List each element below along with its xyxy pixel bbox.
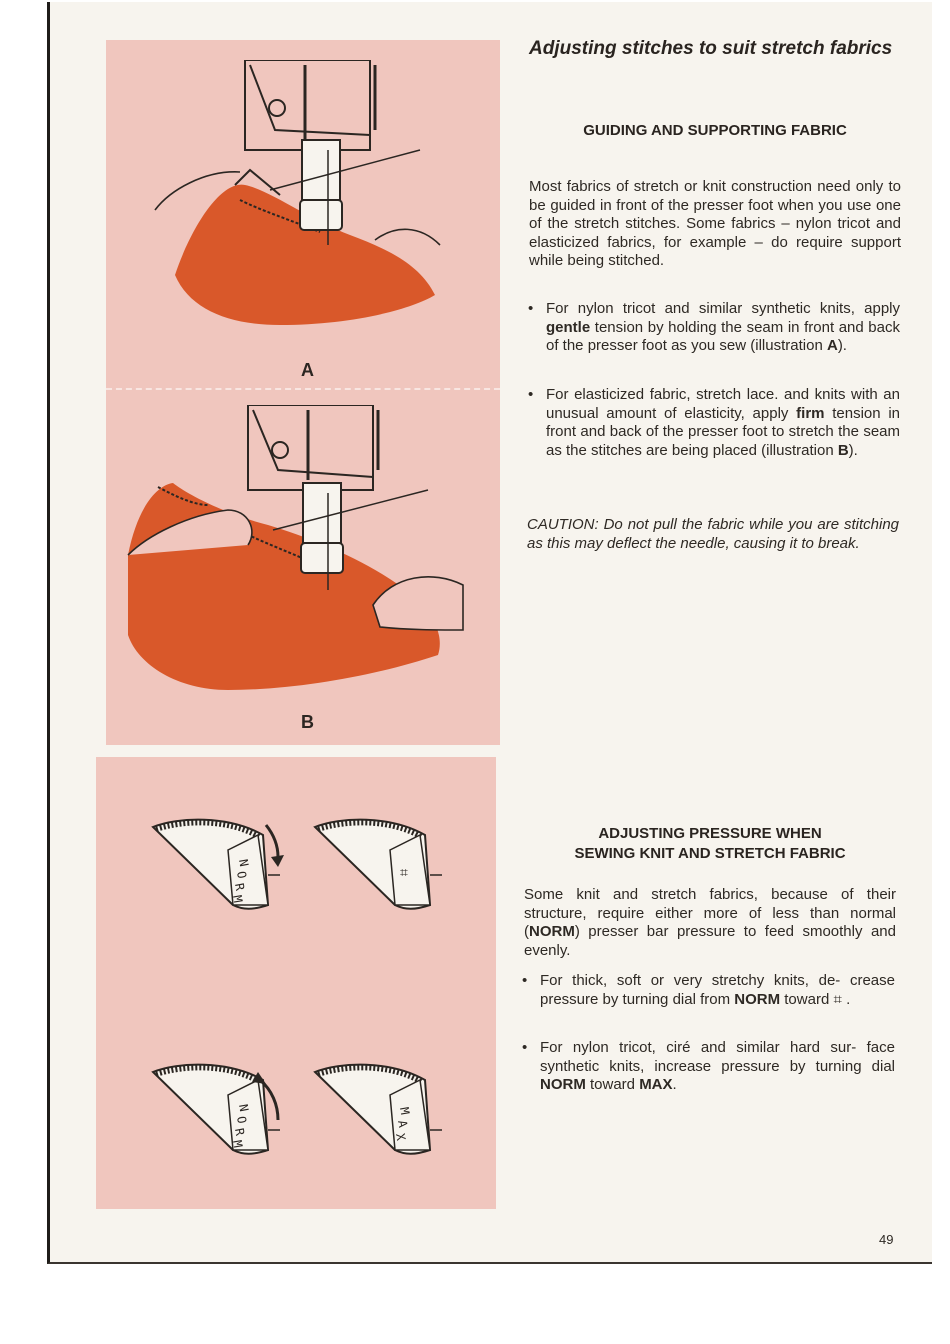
- dial-max-setting: [310, 1060, 450, 1170]
- page-number: 49: [879, 1232, 894, 1247]
- bullet-dot: •: [528, 386, 534, 403]
- dial-norm2-letter-o: O: [234, 1115, 250, 1125]
- dial-norm2-letter-r: R: [232, 1127, 248, 1137]
- bullet-firm-tension: • For elasticized fabric, stretch lace. and knits with an unusual amount of elasticity, apply firm tension in front and back of the presser foot to stretch the seam as the stitches are being placed (illustration B).: [528, 386, 900, 459]
- page-title: Adjusting stitches to suit stretch fabrics: [529, 38, 893, 59]
- dial-norm2-letter-m: M: [230, 1139, 246, 1149]
- guiding-intro: Most fabrics of stretch or knit construction need only to be guided in front of the presser foot when you use one of the stretch stitches. Some fabrics – nylon tricot and elasticized fabrics, for example – do require support while being stitched.: [529, 178, 901, 270]
- illustration-b-firm-tension: [118, 405, 478, 705]
- dial-symbol-glyph: ⌗: [400, 865, 408, 881]
- dial-norm2-letter-n: N: [236, 1103, 252, 1113]
- section-heading-pressure: ADJUSTING PRESSURE WHEN SEWING KNIT AND STRETCH FABRIC: [574, 825, 846, 862]
- illustration-divider: [106, 388, 500, 390]
- bullet-gentle-tension: • For nylon tricot and similar synthetic knits, apply gentle tension by holding the seam in front and back of the presser foot as you sew (illustration A).: [528, 300, 900, 355]
- dial-norm-letter-m: M: [230, 894, 246, 904]
- dial-symbol-setting: [310, 815, 450, 925]
- pressure-symbol-icon: ⌗: [833, 990, 842, 1008]
- dial-norm-increase: [148, 1060, 288, 1170]
- illustration-b-label: B: [301, 712, 314, 732]
- bullet-increase-pressure: • For nylon tricot, ciré and similar hard sur- face synthetic knits, increase pressure by turning dial NORM toward MAX.: [522, 1039, 895, 1094]
- caution-note: CAUTION: Do not pull the fabric while you are stitching as this may deflect the needle, causing it to break.: [527, 516, 899, 552]
- dial-max-letter-a: A: [395, 1119, 411, 1129]
- dial-norm-letter-r: R: [232, 882, 248, 892]
- dial-max-letter-x: X: [393, 1132, 409, 1142]
- dial-norm-letter-n: N: [236, 858, 252, 868]
- dial-norm-letter-o: O: [234, 870, 250, 880]
- bullet-decrease-pressure: • For thick, soft or very stretchy knits, de- crease pressure by turning dial from NORM toward ⌗ .: [522, 972, 895, 1008]
- section-heading-guiding: GUIDING AND SUPPORTING FABRIC: [583, 122, 847, 139]
- dial-max-letter-m: M: [397, 1106, 413, 1116]
- pressure-intro: Some knit and stretch fabrics, because of their structure, require either more of less than normal (NORM) presser bar pressure to feed smoothly and evenly.: [524, 886, 896, 959]
- bullet-dot: •: [522, 1039, 528, 1056]
- illustration-a-label: A: [301, 360, 314, 380]
- bullet-dot: •: [528, 300, 534, 317]
- illustration-a-gentle-tension: [150, 60, 470, 360]
- dial-norm-decrease: [148, 815, 288, 925]
- bullet-dot: •: [522, 972, 528, 989]
